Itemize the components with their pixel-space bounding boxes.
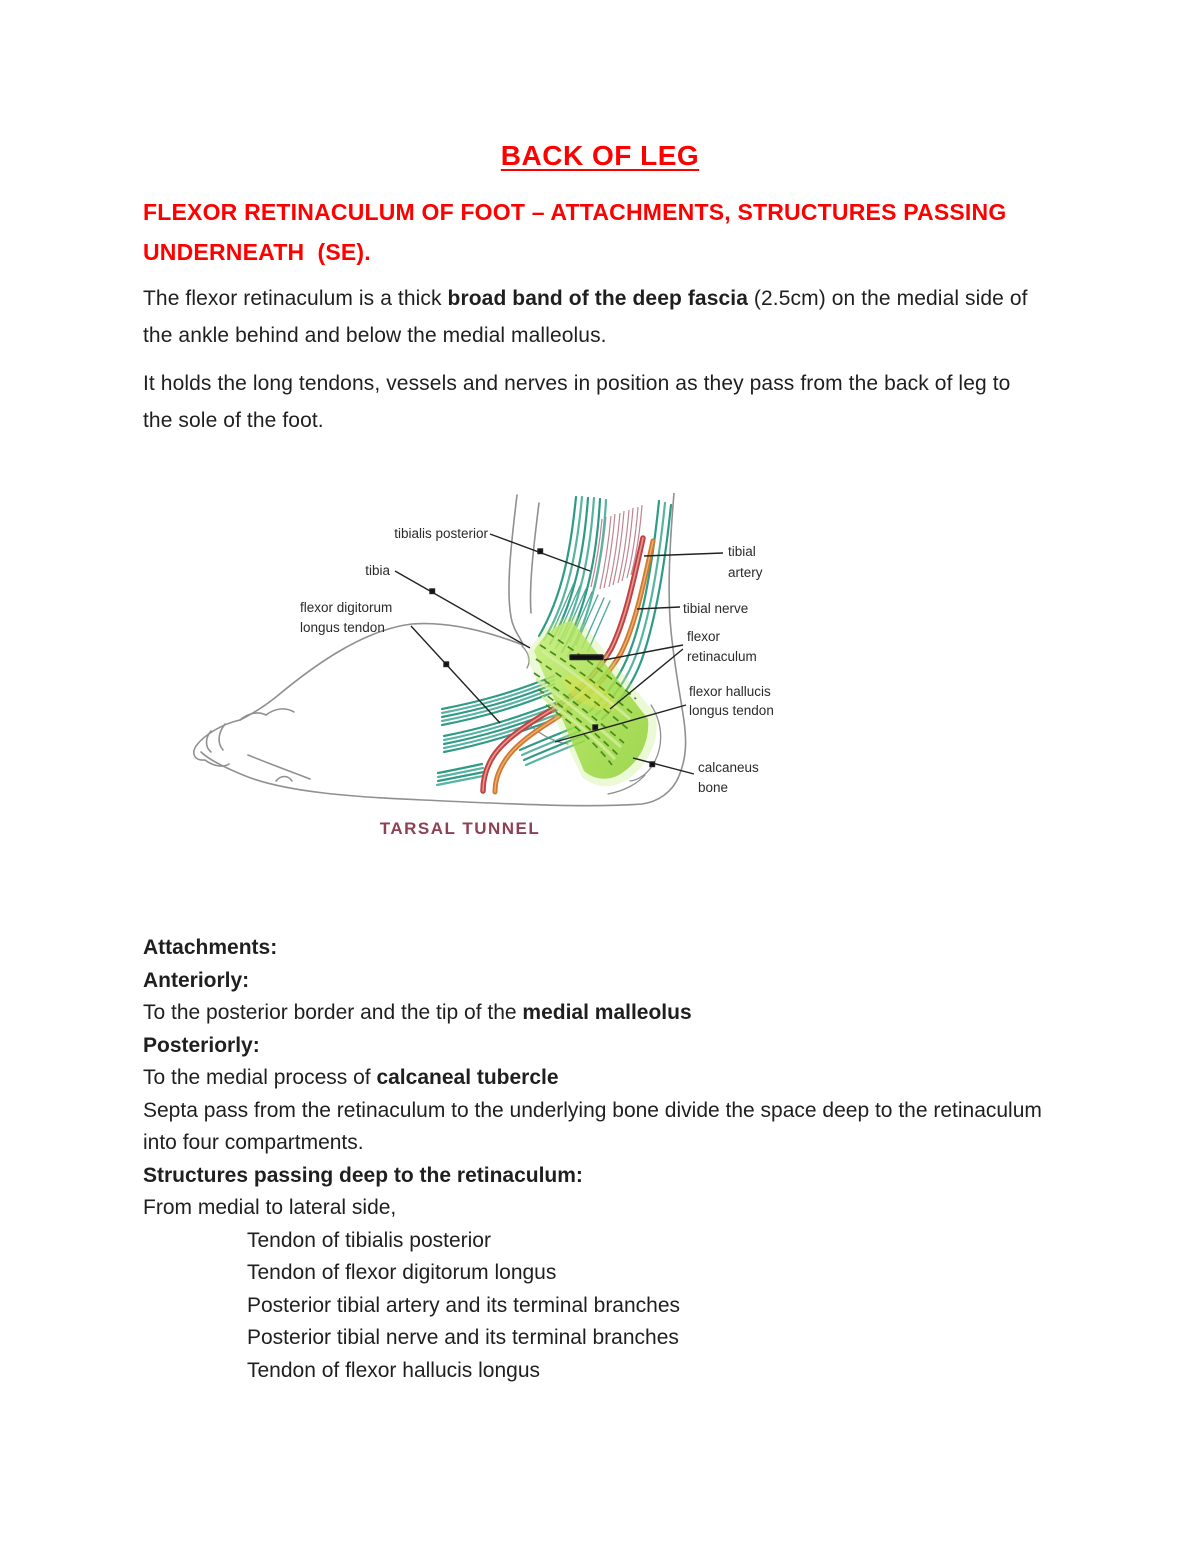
posteriorly-text-pre: To the medial process of [143, 1066, 377, 1089]
paragraph-function: It holds the long tendons, vessels and nerves in position as they pass from the back of leg to the sole of the foot. [143, 372, 1011, 432]
anteriorly-heading: Anteriorly: [143, 968, 250, 992]
paragraph-definition-post: (2.5cm) on the medial side of the ankle behind and below the medial malleolus. [143, 287, 1028, 347]
section-heading-red: FLEXOR RETINACULUM OF FOOT – ATTACHMENTS, STRUCTURES PASSING UNDERNEATH (SE). [143, 199, 1014, 265]
label-tibial-artery-1: tibial [728, 544, 756, 559]
structures-heading: Structures passing deep to the retinaculum: [143, 1163, 583, 1187]
list-item: Tendon of tibialis posterior [247, 1228, 491, 1252]
label-tibialis-posterior: tibialis posterior [394, 526, 488, 541]
attachments-section [143, 932, 1057, 1387]
label-flexor-retinaculum-2: retinaculum [687, 649, 757, 664]
paragraph-definition-pre: The flexor retinaculum is a thick [143, 287, 448, 310]
label-calcaneus-2: bone [698, 780, 729, 795]
page-title: BACK OF LEG [500, 140, 700, 171]
structures-list [247, 1225, 1057, 1388]
diagram-caption: TARSAL TUNNEL [379, 819, 541, 838]
label-flexor-digitorum-2: longus tendon [300, 620, 385, 635]
label-calcaneus-1: calcaneus [698, 760, 759, 775]
tarsal-tunnel-diagram [180, 493, 800, 878]
anteriorly-text-pre: To the posterior border and the tip of the [143, 1001, 523, 1024]
posteriorly-text-bold: calcaneal tubercle [376, 1066, 559, 1089]
label-flexor-retinaculum-1: flexor [687, 629, 721, 644]
list-item: Posterior tibial nerve and its terminal branches [247, 1326, 679, 1349]
paragraph-definition [143, 280, 1043, 354]
septa-text: Septa pass from the retinaculum to the underlying bone divide the space deep to the retinaculum into four compartments. [143, 1098, 1042, 1154]
paragraph-definition-bold: broad band of the deep fascia [447, 287, 748, 310]
attachments-heading: Attachments: [143, 936, 278, 959]
label-tibia: tibia [365, 563, 390, 578]
structures-intro: From medial to lateral side, [143, 1196, 397, 1219]
anteriorly-text [143, 997, 1057, 1030]
list-item: Posterior tibial artery and its terminal branches [247, 1293, 681, 1317]
label-tibial-artery-2: artery [728, 565, 763, 580]
label-flexor-hallucis-2: longus tendon [689, 703, 774, 718]
label-tibial-nerve: tibial nerve [683, 601, 749, 616]
flexor-retinaculum-band [526, 615, 657, 786]
list-item: Tendon of flexor digitorum longus [247, 1261, 557, 1284]
label-flexor-hallucis-1: flexor hallucis [689, 684, 771, 699]
label-flexor-digitorum-1: flexor digitorum [300, 600, 393, 615]
posteriorly-text [143, 1062, 1057, 1095]
posteriorly-heading: Posteriorly: [143, 1033, 260, 1057]
anteriorly-text-bold: medial malleolus [522, 1001, 692, 1024]
list-item: Tendon of flexor hallucis longus [247, 1358, 541, 1382]
